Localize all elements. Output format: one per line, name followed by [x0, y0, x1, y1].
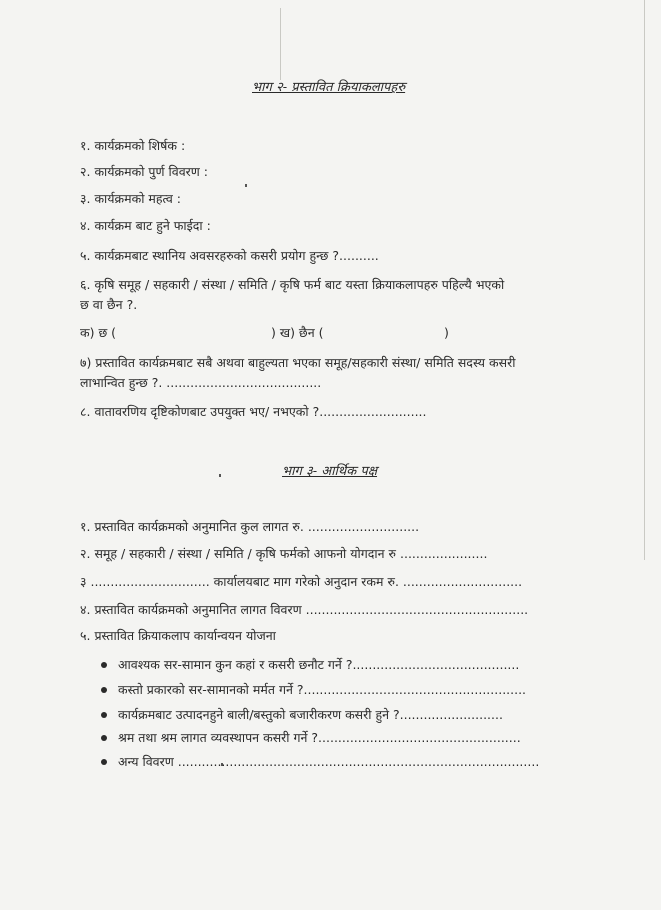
bullet-marketing: कार्यक्रमबाट उत्पादनहुने बाली/बस्तुको बजारीकरण कसरी हुने ?.......................... — [118, 707, 503, 722]
section2-heading: भाग २- प्रस्तावित क्रियाकलापहरु — [252, 80, 406, 95]
item-environment: ८. वातावरणिय दृष्टिकोणबाट उपयुक्त भए/ नभएको ?........................... — [80, 404, 427, 419]
bullet-marker — [101, 662, 107, 668]
item-total-cost: १. प्रस्तावित कार्यक्रमको अनुमानित कुल लागत रु. ............................ — [80, 519, 420, 534]
section3-heading: भाग ३- आर्थिक पक्ष — [282, 464, 378, 479]
item-implementation-plan: ५. प्रस्तावित क्रियाकलाप कार्यान्वयन योजना — [80, 628, 276, 643]
item-full-description: २. कार्यक्रमको पुर्ण विवरण : — [80, 164, 209, 179]
item-member-benefit: ७) प्रस्तावित कार्यक्रमबाट सबै अथवा बाहुल्यता भएका समूह/सहकारी संस्था/ समिति सदस्य कसरी — [80, 355, 516, 370]
item-title: १. कार्यक्रमको शिर्षक : — [80, 138, 186, 153]
item-existing-activities: ६. कृषि समूह / सहकारी / संस्था / समिति / कृषि फर्म बाट यस्ता क्रियाकलापहरु पहिल्यै भएको — [80, 277, 505, 292]
item-local-opportunities: ५. कार्यक्रमबाट स्थानिय अवसरहरुको कसरी प्रयोग हुन्छ ?.......... — [80, 248, 379, 263]
option-yes: क) छ ( — [80, 325, 117, 340]
item-member-benefit-cont: लाभान्वित हुन्छ ?. ....................................... — [80, 375, 322, 390]
bullet-marker — [101, 759, 107, 765]
option-no: ) ख) छैन ( — [271, 325, 324, 340]
scan-speck — [219, 474, 221, 477]
item-cost-details: ४. प्रस्तावित कार्यक्रमको अनुमानित लागत विवरण ........................................................ — [80, 602, 529, 617]
bullet-marker — [101, 735, 107, 741]
item-existing-activities-cont: छ वा छैन ?. — [80, 297, 138, 312]
scan-edge-line — [644, 0, 645, 560]
bullet-equipment-repair: कस्तो प्रकारको सर-सामानको मर्मत गर्ने ?........................................................ — [118, 682, 527, 697]
bullet-marker — [101, 687, 107, 693]
item-own-contribution: २. समूह / सहकारी / संस्था / समिति / कृषि फर्मको आफनो योगदान रु ...................... — [80, 546, 488, 561]
option-no-close: ) — [444, 325, 449, 340]
scan-edge-line — [280, 8, 281, 80]
item-benefits: ४. कार्यक्रम बाट हुने फाईदा : — [80, 218, 211, 233]
bullet-other-details: अन्य विवरण ........................................................................................... — [118, 754, 540, 769]
scan-speck — [245, 184, 247, 187]
item-importance: ३. कार्यक्रमको महत्व : — [80, 191, 181, 206]
item-grant-requested: ३ .............................. कार्यालयबाट माग गरेको अनुदान रकम रु. .............................. — [80, 574, 523, 589]
bullet-marker — [101, 712, 107, 718]
bullet-equipment-selection: आवश्यक सर-सामान कुन कहां र कसरी छनौट गर्ने ?.......................................... — [118, 657, 520, 672]
bullet-labor-management: श्रम तथा श्रम लागत व्यवस्थापन कसरी गर्ने ?................................................... — [118, 730, 521, 745]
